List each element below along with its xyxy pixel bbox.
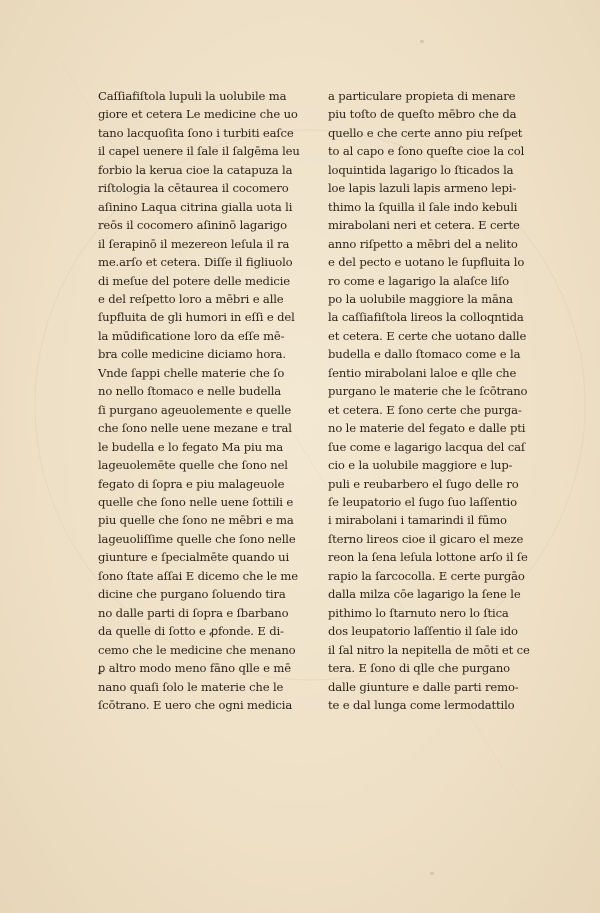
text-line: bra colle medicine diciamo hora. xyxy=(98,347,286,362)
text-line: po la uolubile maggiore la māna xyxy=(328,291,513,306)
text-line: Caſſiafiſtola lupuli la uolubile ma xyxy=(98,89,287,103)
text-line: dos leupatorio laſſentio il ſale ido xyxy=(328,624,518,639)
text-line: ſono ſtate aſſai E dicemo che le me xyxy=(98,568,298,583)
text-line: no le materie del fegato e dalle pti xyxy=(328,421,526,436)
text-line: loe lapis lazuli lapis armeno lepi- xyxy=(328,181,517,196)
text-line: dalla milza cōe lagarigo la ſene le xyxy=(328,587,521,602)
text-line: ſentio mirabolani laloe e qlle che xyxy=(328,365,517,380)
text-line: la mūdificatione loro da eſſe mē- xyxy=(98,328,285,343)
text-line: ro come e lagarigo la alaſce liſo xyxy=(328,273,509,288)
text-line: che ſono nelle uene mezane e tral xyxy=(98,421,292,436)
text-line: riſtologia la cētaurea il cocomero xyxy=(98,181,289,196)
text-line: reōs il cocomero aſininō lagarigo xyxy=(98,218,288,233)
text-line: dicine che purgano ſoluendo tira xyxy=(98,587,286,602)
text-line: piu toſto de queſto mēbro che da xyxy=(328,107,517,122)
text-line: ſupfluita de gli humori in eſſi e del xyxy=(98,310,295,325)
text-line: no dalle parti di ſopra e ſbarbano xyxy=(98,605,289,620)
text-line: tera. E ſono di qlle che purgano xyxy=(328,661,511,676)
text-line: to al capo e ſono queſte cioe la col xyxy=(328,144,525,159)
text-line: ſcōtrano. E uero che ogni medicia xyxy=(98,697,293,712)
text-line: anno riſpetto a mēbri del a nelito xyxy=(328,236,518,251)
text-column-right xyxy=(328,87,538,714)
text-line: Vnde ſappi chelle materie che ſo xyxy=(98,365,285,380)
text-line: me.arſo et cetera. Diſſe il figliuolo xyxy=(98,255,293,270)
text-line: puli e reubarbero el ſugo delle ro xyxy=(328,476,519,491)
text-line: giunture e ſpecialmēte quando ui xyxy=(98,550,290,565)
text-line: piu quelle che ſono ne mēbri e ma xyxy=(98,513,294,528)
text-line: ſue come e lagarigo lacqua del caſ xyxy=(328,439,526,454)
text-line: quelle che ſono nelle uene ſottili e xyxy=(98,494,294,509)
text-line: tano lacquoſita ſono i turbiti eaſce xyxy=(98,125,294,140)
text-line: purgano le materie che le ſcōtrano xyxy=(328,384,528,399)
text-line: no nello ſtomaco e nelle budella xyxy=(98,384,282,399)
text-line: aſinino Laqua citrina gialla uota li xyxy=(98,199,293,214)
text-line: quello e che certe anno piu reſpet xyxy=(328,125,523,140)
text-line: thimo la ſquilla il ſale indo kebuli xyxy=(328,199,518,214)
text-line: la caſſiafiſtola lireos la colloqntida xyxy=(328,310,524,325)
text-line: e del reſpetto loro a mēbri e alle xyxy=(98,291,284,306)
text-line: le budella e lo fegato Ma piu ma xyxy=(98,439,284,454)
text-line: ꝑ altro modo meno fāno qlle e mē xyxy=(98,661,291,676)
text-line: ſe leupatorio el ſugo ſuo laſſentio xyxy=(328,494,517,509)
text-column-left xyxy=(98,87,308,714)
text-line: reon la ſena leſula lottone arſo il ſe xyxy=(328,550,528,565)
text-line: e del pecto e uotano le ſupfluita lo xyxy=(328,255,525,270)
text-line: ſterno lireos cioe il gicaro el meze xyxy=(328,531,524,546)
text-line: loquintida lagarigo lo ſticados la xyxy=(328,162,514,177)
text-line: dalle giunture e dalle parti remo- xyxy=(328,679,519,694)
text-line: lageuoliſſime quelle che ſono nelle xyxy=(98,531,296,546)
text-line: mirabolani neri et cetera. E certe xyxy=(328,218,520,233)
text-line: et cetera. E certe che uotano dalle xyxy=(328,328,527,343)
text-line: budella e dallo ſtomaco come e la xyxy=(328,347,521,362)
text-line: a particulare propieta di menare xyxy=(328,89,516,103)
paper-mark xyxy=(430,872,434,875)
text-line: il ſerapinō il mezereon leſula il ra xyxy=(98,236,290,251)
text-line: di meſue del potere delle medicie xyxy=(98,273,291,288)
text-line: pithimo lo ſtarnuto nero lo ſtica xyxy=(328,605,509,620)
text-line: forbio la kerua cioe la catapuza la xyxy=(98,162,293,177)
text-line: fegato di ſopra e piu malageuole xyxy=(98,476,285,491)
text-line: te e dal lunga come lermodattilo xyxy=(328,697,515,712)
text-line: cio e la uolubile maggiore e lup- xyxy=(328,458,513,473)
text-line: ſi purgano ageuolemente e quelle xyxy=(98,402,292,417)
text-line: il capel uenere il ſale il ſalgēma leu xyxy=(98,144,300,159)
text-line: il ſal nitro la nepitella de mōti et ce xyxy=(328,642,530,657)
text-line: et cetera. E ſono certe che purga- xyxy=(328,402,522,417)
text-line: nano quaſi ſolo le materie che le xyxy=(98,679,284,694)
text-line: giore et cetera Le medicine che uo xyxy=(98,107,298,122)
text-line: lageuolemēte quelle che ſono nel xyxy=(98,458,288,473)
text-line: rapio la ſarcocolla. E certe purgāo xyxy=(328,568,525,583)
text-line: cemo che le medicine che menano xyxy=(98,642,296,657)
text-line: i mirabolani i tamarindi il fūmo xyxy=(328,513,507,528)
paper-mark xyxy=(420,40,424,43)
text-line: da quelle di ſotto e ꝓfonde. E di- xyxy=(98,624,284,639)
